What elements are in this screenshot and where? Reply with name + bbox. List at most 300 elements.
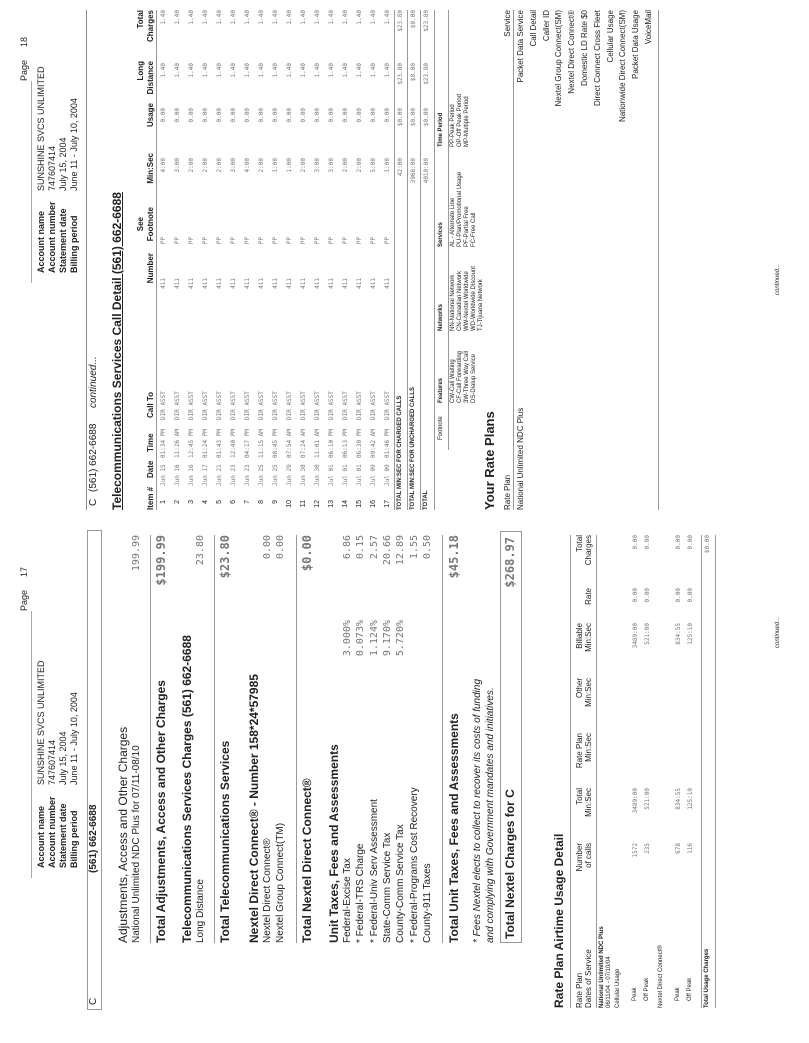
call-cell: 411 — [286, 278, 293, 289]
call-cell: 1.40 — [300, 63, 307, 78]
call-total-label: TOTAL MIN:SEC FOR CHARGED CALLS — [397, 395, 403, 510]
ndc-item: Nextel Direct Connect® — [262, 838, 273, 943]
call-cell: 5:00 — [370, 158, 377, 173]
divider — [296, 535, 297, 943]
usage-cell: 116 — [687, 843, 694, 854]
call-time: 09:42 AM — [370, 429, 377, 458]
call-cell: 1.40 — [188, 10, 195, 25]
call-cell: 411 — [230, 278, 237, 289]
call-cell: 3:00 — [314, 158, 321, 173]
call-to: DIR ASST — [314, 391, 321, 420]
call-cell: 1.40 — [244, 63, 251, 78]
fees-note: * Fees Nextel elects to collect to recover its costs of funding — [472, 678, 483, 943]
call-cell: 0.00 — [300, 108, 307, 123]
usage-group: Cellular Usage — [615, 968, 621, 1008]
divider — [658, 10, 659, 510]
call-to: DIR ASST — [160, 391, 167, 420]
legend-item: WD-Worldwide Discount — [471, 266, 477, 331]
call-cell: 1.40 — [244, 10, 251, 25]
call-date: Jun 30 — [300, 464, 307, 486]
service-item: Caller ID — [541, 10, 551, 42]
call-time: 01:46 PM — [384, 429, 391, 458]
call-cell: 1:00 — [286, 158, 293, 173]
call-cell: 1.40 — [230, 10, 237, 25]
telecom-heading: Telecommunications Services Charges (561) 662-6688 — [180, 635, 194, 943]
call-date: Jun 25 — [272, 464, 279, 486]
call-cell: 411 — [342, 278, 349, 289]
tax-item-value: 0.15 — [355, 535, 367, 560]
call-cell: 411 — [174, 278, 181, 289]
adjustments-total: Total Adjustments, Access and Other Charges — [154, 680, 168, 943]
usage-dates: 06/11/04 - 07/10/04 — [606, 956, 612, 1008]
call-time: 06:13 PM — [342, 429, 349, 458]
call-cell: 1.40 — [216, 10, 223, 25]
usage-cell: 3489:00 — [632, 623, 639, 649]
divider — [513, 10, 514, 510]
call-cell: PP — [258, 237, 265, 245]
call-cell: 2:00 — [342, 158, 349, 173]
legend-item: PU-Plan/Promotional Usage — [457, 171, 463, 247]
call-total-label: TOTAL MIN:SEC FOR UNCHARGED CALLS — [410, 387, 416, 510]
call-cell: 411 — [160, 278, 167, 289]
usage-cell: 0.00 — [632, 588, 639, 603]
usage-cell: 1572 — [632, 843, 639, 858]
call-total-cell: 42:00 — [397, 158, 404, 177]
usage-cell: 521:00 — [644, 623, 651, 645]
call-time: 06:10 PM — [328, 429, 335, 458]
call-cell: PP — [314, 237, 321, 245]
usage-cell: 834:55 — [675, 788, 682, 810]
service-item: Packet Data Service — [516, 10, 525, 83]
usage-col-header: Total — [575, 788, 584, 805]
header-value: July 15, 2004 — [58, 137, 68, 191]
call-cell: 1:00 — [384, 158, 391, 173]
usage-col-header: Min:Sec — [584, 623, 593, 652]
call-time: 06:30 PM — [356, 429, 363, 458]
call-cell: 0.00 — [314, 108, 321, 123]
header-value: SUNSHINE SVCS UNLIMITED — [36, 66, 46, 191]
usage-cell: 3489:00 — [632, 788, 639, 814]
call-date: Jul 09 — [370, 464, 377, 486]
taxes-total: Total Unit Taxes, Fees and Assessments — [447, 713, 461, 943]
call-cell: 411 — [202, 278, 209, 289]
call-item-number: 1 — [160, 500, 167, 504]
ndc-total-value: $0.00 — [300, 535, 314, 572]
call-to: DIR ASST — [342, 391, 349, 420]
call-total-cell: $0.00 — [410, 10, 417, 29]
header-label: Account number — [47, 201, 57, 273]
call-item-number: 15 — [356, 500, 363, 508]
call-total-cell: $23.80 — [397, 10, 404, 32]
ndc-item-value: 0.00 — [275, 535, 286, 560]
call-time: 07:54 AM — [286, 429, 293, 458]
call-cell: 411 — [328, 278, 335, 289]
call-item-number: 2 — [174, 500, 181, 504]
adjustments-heading: Adjustments, Access and Other Charges — [116, 726, 130, 943]
call-date: Jun 15 — [160, 464, 167, 486]
call-cell: 2:00 — [258, 158, 265, 173]
call-col-header: Item # — [146, 486, 155, 510]
call-to: DIR ASST — [356, 391, 363, 420]
call-time: 11:01 AM — [314, 429, 321, 458]
call-cell: 411 — [188, 278, 195, 289]
usage-col-header: Total — [575, 535, 584, 552]
call-cell: 411 — [216, 278, 223, 289]
call-to: DIR ASST — [328, 391, 335, 420]
legend-item: WW-Nextel Worldwide — [464, 271, 470, 331]
call-item-number: 10 — [286, 500, 293, 508]
call-item-number: 8 — [258, 500, 265, 504]
usage-cell: 521:00 — [644, 788, 651, 810]
call-cell: 1.40 — [342, 63, 349, 78]
call-cell: 1.40 — [356, 63, 363, 78]
call-to: DIR ASST — [216, 391, 223, 420]
call-cell: 4:00 — [160, 158, 167, 173]
call-date: Jul 09 — [384, 464, 391, 486]
usage-cell: 0.00 — [675, 588, 682, 603]
fees-note: and complying with Government mandates and initiatives. — [485, 687, 496, 943]
tax-item-value: 2.57 — [368, 535, 380, 560]
call-col-header: Time — [146, 433, 155, 452]
call-date: Jul 01 — [342, 464, 349, 486]
call-to: DIR ASST — [258, 391, 265, 420]
tax-rate: 9.170% — [381, 620, 393, 657]
legend-title: Services — [438, 222, 444, 247]
call-cell: PP — [160, 237, 167, 245]
legend-item: MP-Multiple Period — [464, 96, 470, 147]
call-cell: 0.00 — [202, 108, 209, 123]
legend-item: CF-Call Forwarding — [457, 350, 463, 403]
usage-col-header: Other — [575, 678, 584, 699]
page-label: Page — [19, 59, 29, 81]
call-cell: 411 — [356, 278, 363, 289]
call-cell: 2:00 — [188, 158, 195, 173]
call-cell: 3:00 — [174, 158, 181, 173]
call-cell: 0.00 — [356, 108, 363, 123]
rate-plan-col: Rate Plan — [503, 474, 512, 510]
continued-note: continued... — [775, 263, 781, 295]
call-cell: 0.00 — [342, 108, 349, 123]
ndc-item-value: 0.00 — [262, 535, 273, 560]
subscriber-bar — [87, 530, 102, 1010]
call-cell: 1.40 — [328, 63, 335, 78]
usage-col-header: Min:Sec — [584, 733, 593, 762]
usage-cell: 125:10 — [687, 623, 694, 645]
tax-item-value: 0.50 — [421, 535, 433, 560]
call-item-number: 14 — [342, 500, 349, 508]
usage-plan: National Unlimited NDC Plus — [599, 926, 605, 1008]
call-time: 01:43 PM — [216, 429, 223, 458]
legend-item: FC-Free Call — [471, 212, 477, 247]
service-item: Nationwide Direct Connect(SM) — [618, 10, 628, 123]
call-cell: 1.40 — [160, 10, 167, 25]
call-cell: 3:00 — [328, 158, 335, 173]
call-cell: 0.00 — [328, 108, 335, 123]
adjustment-item-value: 199.99 — [131, 535, 142, 572]
call-cell: 4:00 — [244, 158, 251, 173]
call-item-number: 5 — [216, 500, 223, 504]
call-to: DIR ASST — [188, 391, 195, 420]
call-date: Jun 17 — [202, 464, 209, 486]
header-label: Billing period — [69, 810, 79, 868]
call-col-header: Date — [146, 460, 155, 478]
call-cell: 1.40 — [286, 63, 293, 78]
legend-item: PP-Peak Period — [450, 104, 456, 147]
call-time: 08:45 PM — [272, 429, 279, 458]
telecom-total: Total Telecommunications Services — [218, 740, 232, 943]
call-to: DIR ASST — [272, 391, 279, 420]
usage-col-header: Billable — [575, 623, 584, 649]
call-col-header: Usage — [146, 103, 155, 128]
grand-total-value: $268.97 — [503, 537, 517, 588]
rate-plans-heading: Your Rate Plans — [482, 411, 497, 510]
adjustments-total-value: $199.99 — [154, 535, 168, 586]
tax-item: * Federal-TRS Charge — [355, 843, 367, 943]
call-item-number: 6 — [230, 500, 237, 504]
call-time: 04:17 PM — [244, 429, 251, 458]
tax-item-value: 20.66 — [381, 535, 393, 566]
call-to: DIR ASST — [286, 391, 293, 420]
call-date: Jun 21 — [216, 464, 223, 486]
taxes-total-value: $45.18 — [447, 535, 461, 579]
divider — [150, 535, 151, 943]
call-cell: 1.40 — [370, 63, 377, 78]
ndc-total: Total Nextel Direct Connect® — [300, 778, 314, 943]
call-to: DIR ASST — [230, 391, 237, 420]
call-cell: PP — [188, 237, 195, 245]
call-cell: 0.00 — [370, 108, 377, 123]
call-cell: 3:00 — [230, 158, 237, 173]
call-cell: 411 — [384, 278, 391, 289]
service-item: Nextel Direct Connect® — [567, 10, 577, 94]
header-rule — [31, 81, 32, 283]
call-cell: 411 — [314, 278, 321, 289]
call-cell: PP — [216, 237, 223, 245]
subscriber-code: C — [88, 997, 99, 1005]
legend-item: AL - Alternate Line — [450, 197, 456, 247]
legend-title: Features — [438, 377, 444, 403]
tax-rate: 0.073% — [355, 620, 367, 657]
header-label: Statement date — [58, 208, 68, 273]
legend-item: CN-Canadian Network — [457, 270, 463, 331]
call-col-header: Total — [136, 10, 145, 29]
header-value: 747607414 — [47, 739, 57, 785]
divider — [434, 10, 435, 510]
ndc-heading: Nextel Direct Connect® - Number 158*24*57985 — [247, 674, 261, 943]
divider — [715, 535, 716, 1008]
call-date: Jul 01 — [328, 464, 335, 486]
call-cell: 1.40 — [174, 63, 181, 78]
tax-item: County-911 Taxes — [421, 863, 433, 943]
header-value: SUNSHINE SVCS UNLIMITED — [36, 660, 46, 785]
usage-cell: 0.00 — [687, 535, 694, 550]
call-cell: 1.40 — [216, 63, 223, 78]
subscriber-code: C — [88, 498, 99, 506]
usage-col-header: Min:Sec — [584, 678, 593, 707]
tax-item-value: 12.89 — [395, 535, 407, 566]
call-cell: 411 — [300, 278, 307, 289]
call-cell: 0.00 — [216, 108, 223, 123]
call-total-cell: 3968:00 — [410, 158, 417, 184]
call-time: 12:40 PM — [230, 429, 237, 458]
grand-total-label: Total Nextel Charges for C — [503, 789, 517, 939]
tax-item-value: 6.86 — [342, 535, 353, 560]
legend-item: 3W-Three Way Call — [464, 350, 470, 403]
usage-cell: 235 — [644, 843, 651, 854]
call-cell: 1.40 — [202, 63, 209, 78]
call-col-header: Footnote — [146, 207, 155, 242]
page-label: Page — [19, 589, 29, 611]
call-cell: 0.00 — [230, 108, 237, 123]
tax-item-value: 1.55 — [408, 535, 420, 560]
call-cell: 2:00 — [216, 158, 223, 173]
call-total-cell: 4010:00 — [423, 158, 430, 184]
call-cell: 1.40 — [328, 10, 335, 25]
usage-cell: 0.00 — [675, 535, 682, 550]
usage-col-header: Min:Sec — [584, 788, 593, 817]
legend-item: NN-National Network — [450, 274, 456, 331]
call-col-header: Long — [136, 61, 145, 81]
telecom-item: Long Distance — [195, 879, 206, 943]
subscriber-continued: continued... — [88, 356, 99, 408]
service-item: VoiceMail — [644, 10, 653, 45]
call-cell: 1.40 — [314, 63, 321, 78]
call-cell: PP — [272, 237, 279, 245]
legend-item: TJ-Tijuana Network — [478, 279, 484, 331]
continued-note: continued... — [775, 616, 781, 648]
call-item-number: 12 — [314, 500, 321, 508]
legend-title: Networks — [438, 303, 444, 331]
usage-row-label: Peak — [675, 987, 681, 1001]
header-value: June 11 - July 10, 2004 — [69, 98, 79, 191]
divider — [394, 10, 395, 510]
call-to: DIR ASST — [174, 391, 181, 420]
call-date: Jun 30 — [314, 464, 321, 486]
call-date: Jun 16 — [188, 464, 195, 486]
call-cell: 1.40 — [384, 63, 391, 78]
call-cell: 1.40 — [258, 63, 265, 78]
call-total-cell: $0.00 — [410, 108, 417, 127]
call-cell: 2:00 — [300, 158, 307, 173]
call-item-number: 16 — [370, 500, 377, 508]
usage-heading: Rate Plan Airtime Usage Detail — [552, 833, 566, 1008]
call-cell: 1:00 — [272, 158, 279, 173]
usage-cell: 834:55 — [675, 623, 682, 645]
header-value: June 11 - July 10, 2004 — [69, 692, 79, 785]
call-cell: PP — [244, 237, 251, 245]
call-date: Jun 23 — [230, 464, 237, 486]
header-rule — [31, 611, 32, 878]
tax-item: State-Comm Service Tax — [381, 832, 393, 943]
call-col-header: Number — [146, 253, 155, 284]
call-date: Jun 25 — [258, 464, 265, 486]
subscriber-rule — [86, 10, 87, 510]
service-item: Nextel Group Connect(SM) — [554, 10, 564, 107]
call-cell: 0.00 — [174, 108, 181, 123]
call-date: Jun 16 — [174, 464, 181, 486]
page-number: 18 — [19, 36, 29, 47]
call-total-cell: $0.00 — [423, 108, 430, 127]
tax-item: Federal-Excise Tax — [342, 858, 353, 943]
call-cell: 411 — [370, 278, 377, 289]
taxes-heading: Unit Taxes, Fees and Assessments — [327, 744, 341, 943]
call-total-cell: $23.80 — [423, 10, 430, 32]
call-cell: 0.00 — [384, 108, 391, 123]
call-col-header: See — [136, 217, 145, 232]
subscriber-number: (561) 662-6688 — [88, 423, 99, 492]
call-cell: PP — [370, 237, 377, 245]
call-item-number: 7 — [244, 500, 251, 504]
tax-item: * Federal-Programs Cost Recovery — [408, 787, 420, 943]
call-time: 12:45 PM — [188, 429, 195, 458]
usage-col-header: Dates of Service — [584, 949, 593, 1008]
call-cell: 1.40 — [202, 10, 209, 25]
call-cell: 1.40 — [230, 63, 237, 78]
call-cell: 2:00 — [356, 158, 363, 173]
call-cell: 0.00 — [272, 108, 279, 123]
call-cell: PP — [300, 237, 307, 245]
legend-item: CW-Call Waiting — [450, 359, 456, 403]
call-total-cell: $0.00 — [410, 63, 417, 82]
ndc-item: Nextel Group Connect(TM) — [275, 822, 286, 943]
call-cell: 1.40 — [370, 10, 377, 25]
tax-rate: 3.000% — [342, 620, 353, 657]
divider — [420, 10, 421, 510]
legend-item: OP-Off Peak Period — [457, 94, 463, 147]
telecom-item-value: 23.80 — [195, 535, 206, 566]
call-item-number: 11 — [300, 500, 307, 508]
header-label: Account name — [36, 210, 46, 273]
usage-cell: 0.00 — [644, 535, 651, 550]
service-col: Service — [503, 10, 512, 37]
telecom-total-value: $23.80 — [218, 535, 232, 579]
call-cell: 0.00 — [258, 108, 265, 123]
call-cell: 1.40 — [188, 63, 195, 78]
page-number: 17 — [19, 566, 29, 577]
tax-item: * Federal-Univ Serv Assessment — [368, 799, 380, 943]
call-cell: 1.40 — [174, 10, 181, 25]
usage-col-header: Number — [575, 843, 584, 872]
header-label: Account number — [47, 796, 57, 868]
call-time: 11:26 AM — [174, 429, 181, 458]
service-item: Packet Data Usage — [631, 10, 641, 79]
usage-col-header: Rate Plan — [575, 972, 584, 1008]
legend-item: PF-Partial Free — [464, 206, 470, 247]
call-cell: 1.40 — [342, 10, 349, 25]
legend-footnote: Footnote — [438, 416, 444, 440]
call-cell: 411 — [272, 278, 279, 289]
call-cell: 1.40 — [314, 10, 321, 25]
call-cell: 1.40 — [300, 10, 307, 25]
divider — [156, 10, 157, 510]
call-time: 01:34 PM — [160, 429, 167, 458]
header-value: 747607414 — [47, 145, 57, 191]
usage-cell: 678 — [675, 843, 682, 854]
tax-item: County-Comm Service Tax — [395, 824, 407, 943]
call-time: 07:24 AM — [300, 429, 307, 458]
call-cell: PP — [174, 237, 181, 245]
call-cell: PP — [202, 237, 209, 245]
call-cell: 2:00 — [202, 158, 209, 173]
call-detail-heading: Telecommunications Services Call Detail (561) 662-6688 — [110, 192, 124, 510]
call-cell: 1.40 — [258, 10, 265, 25]
call-cell: 0.00 — [244, 108, 251, 123]
tax-rate: 5.720% — [395, 620, 407, 657]
divider — [407, 10, 408, 510]
rate-plan-name: National Unlimited NDC Plus — [516, 407, 525, 510]
usage-col-header: of calls — [584, 843, 593, 868]
call-col-header: Distance — [146, 61, 155, 95]
